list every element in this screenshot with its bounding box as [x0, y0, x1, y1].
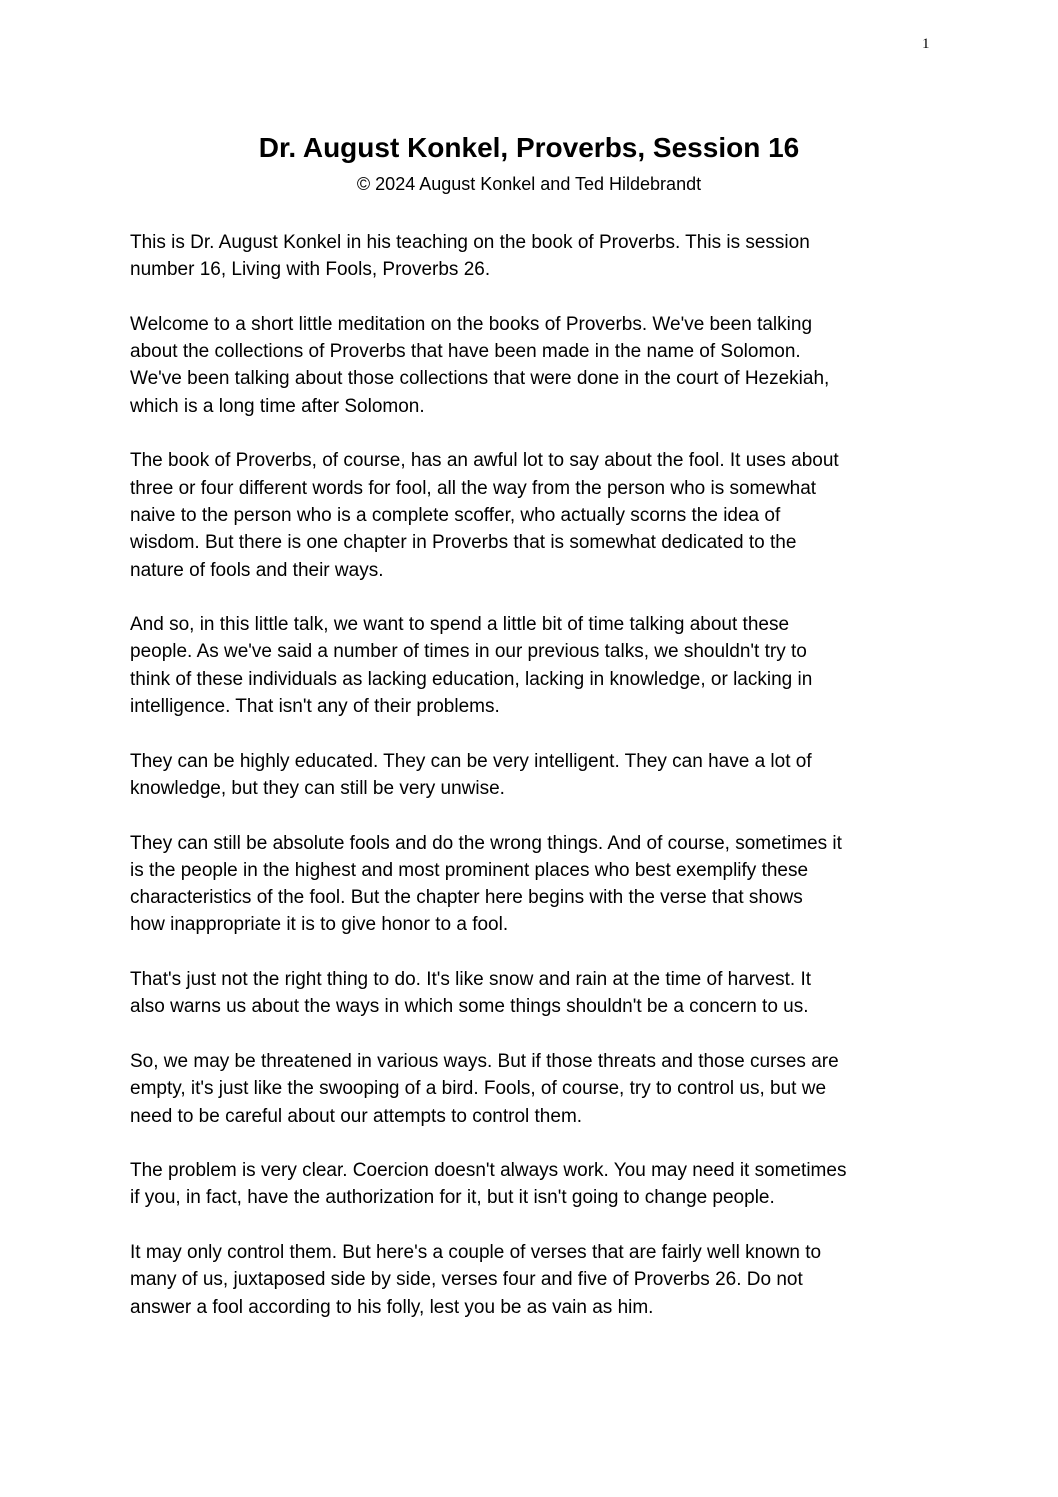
paragraph — [130, 611, 950, 720]
document-body — [130, 229, 950, 1348]
paragraph — [130, 1157, 950, 1212]
text-line: They can still be absolute fools and do the wrong things. And of course, sometimes it — [130, 832, 842, 854]
text-line: That's just not the right thing to do. It's like snow and rain at the time of harvest. It — [130, 969, 812, 991]
text-line: empty, it's just like the swooping of a bird. Fools, of course, try to control us, but we — [130, 1078, 827, 1100]
text-line: wisdom. But there is one chapter in Proverbs that is somewhat dedicated to the — [130, 532, 797, 554]
text-line: The book of Proverbs, of course, has an awful lot to say about the fool. It uses about — [130, 450, 839, 472]
text-line: characteristics of the fool. But the chapter here begins with the verse that shows — [130, 887, 803, 909]
text-line: which is a long time after Solomon. — [130, 395, 425, 417]
page-number: 1 — [922, 36, 930, 52]
text-line: naive to the person who is a complete scoffer, who actually scorns the idea of — [130, 504, 781, 526]
document-title: Dr. August Konkel, Proverbs, Session 16 — [258, 132, 800, 163]
paragraph — [130, 229, 950, 284]
text-line: This is Dr. August Konkel in his teaching on the book of Proverbs. This is session — [130, 232, 810, 253]
text-line: people. As we've said a number of times in our previous talks, we shouldn't try to — [130, 641, 807, 663]
paragraph — [130, 1239, 950, 1321]
text-line: intelligence. That isn't any of their problems. — [130, 696, 500, 718]
text-line: about the collections of Proverbs that have been made in the name of Solomon. — [130, 341, 801, 363]
text-line: knowledge, but they can still be very unwise. — [130, 777, 505, 799]
text-line: And so, in this little talk, we want to spend a little bit of time talking about these — [130, 614, 790, 636]
text-line: It may only control them. But here's a couple of verses that are fairly well known to — [130, 1241, 822, 1263]
copyright-line: © 2024 August Konkel and Ted Hildebrandt — [356, 174, 702, 194]
text-line: nature of fools and their ways. — [130, 559, 384, 581]
paragraph — [130, 966, 950, 1021]
paragraph — [130, 1048, 950, 1130]
text-line: The problem is very clear. Coercion doesn't always work. You may need it sometimes — [130, 1160, 847, 1182]
text-line: They can be highly educated. They can be very intelligent. They can have a lot of — [130, 750, 812, 772]
text-line: answer a fool according to his folly, lest you be as vain as him. — [130, 1296, 654, 1318]
text-line: Welcome to a short little meditation on the books of Proverbs. We've been talking — [130, 313, 813, 335]
text-line: need to be careful about our attempts to control them. — [130, 1105, 583, 1127]
text-line: number 16, Living with Fools, Proverbs 26. — [130, 259, 491, 281]
text-line: is the people in the highest and most prominent places who best exemplify these — [130, 859, 809, 881]
paragraph — [130, 447, 950, 583]
text-line: how inappropriate it is to give honor to a fool. — [130, 914, 509, 936]
paragraph — [130, 830, 950, 939]
paragraph — [130, 748, 950, 803]
text-line: if you, in fact, have the authorization for it, but it isn't going to change people. — [130, 1187, 775, 1209]
text-line: also warns us about the ways in which some things shouldn't be a concern to us. — [130, 996, 809, 1018]
text-line: So, we may be threatened in various ways. But if those threats and those curses are — [130, 1050, 839, 1072]
text-line: think of these individuals as lacking education, lacking in knowledge, or lacking in — [130, 668, 813, 690]
text-line: many of us, juxtaposed side by side, verses four and five of Proverbs 26. Do not — [130, 1269, 803, 1291]
text-line: three or four different words for fool, all the way from the person who is somewhat — [130, 477, 817, 499]
text-line: We've been talking about those collections that were done in the court of Hezekiah, — [130, 368, 830, 390]
paragraph — [130, 311, 950, 420]
